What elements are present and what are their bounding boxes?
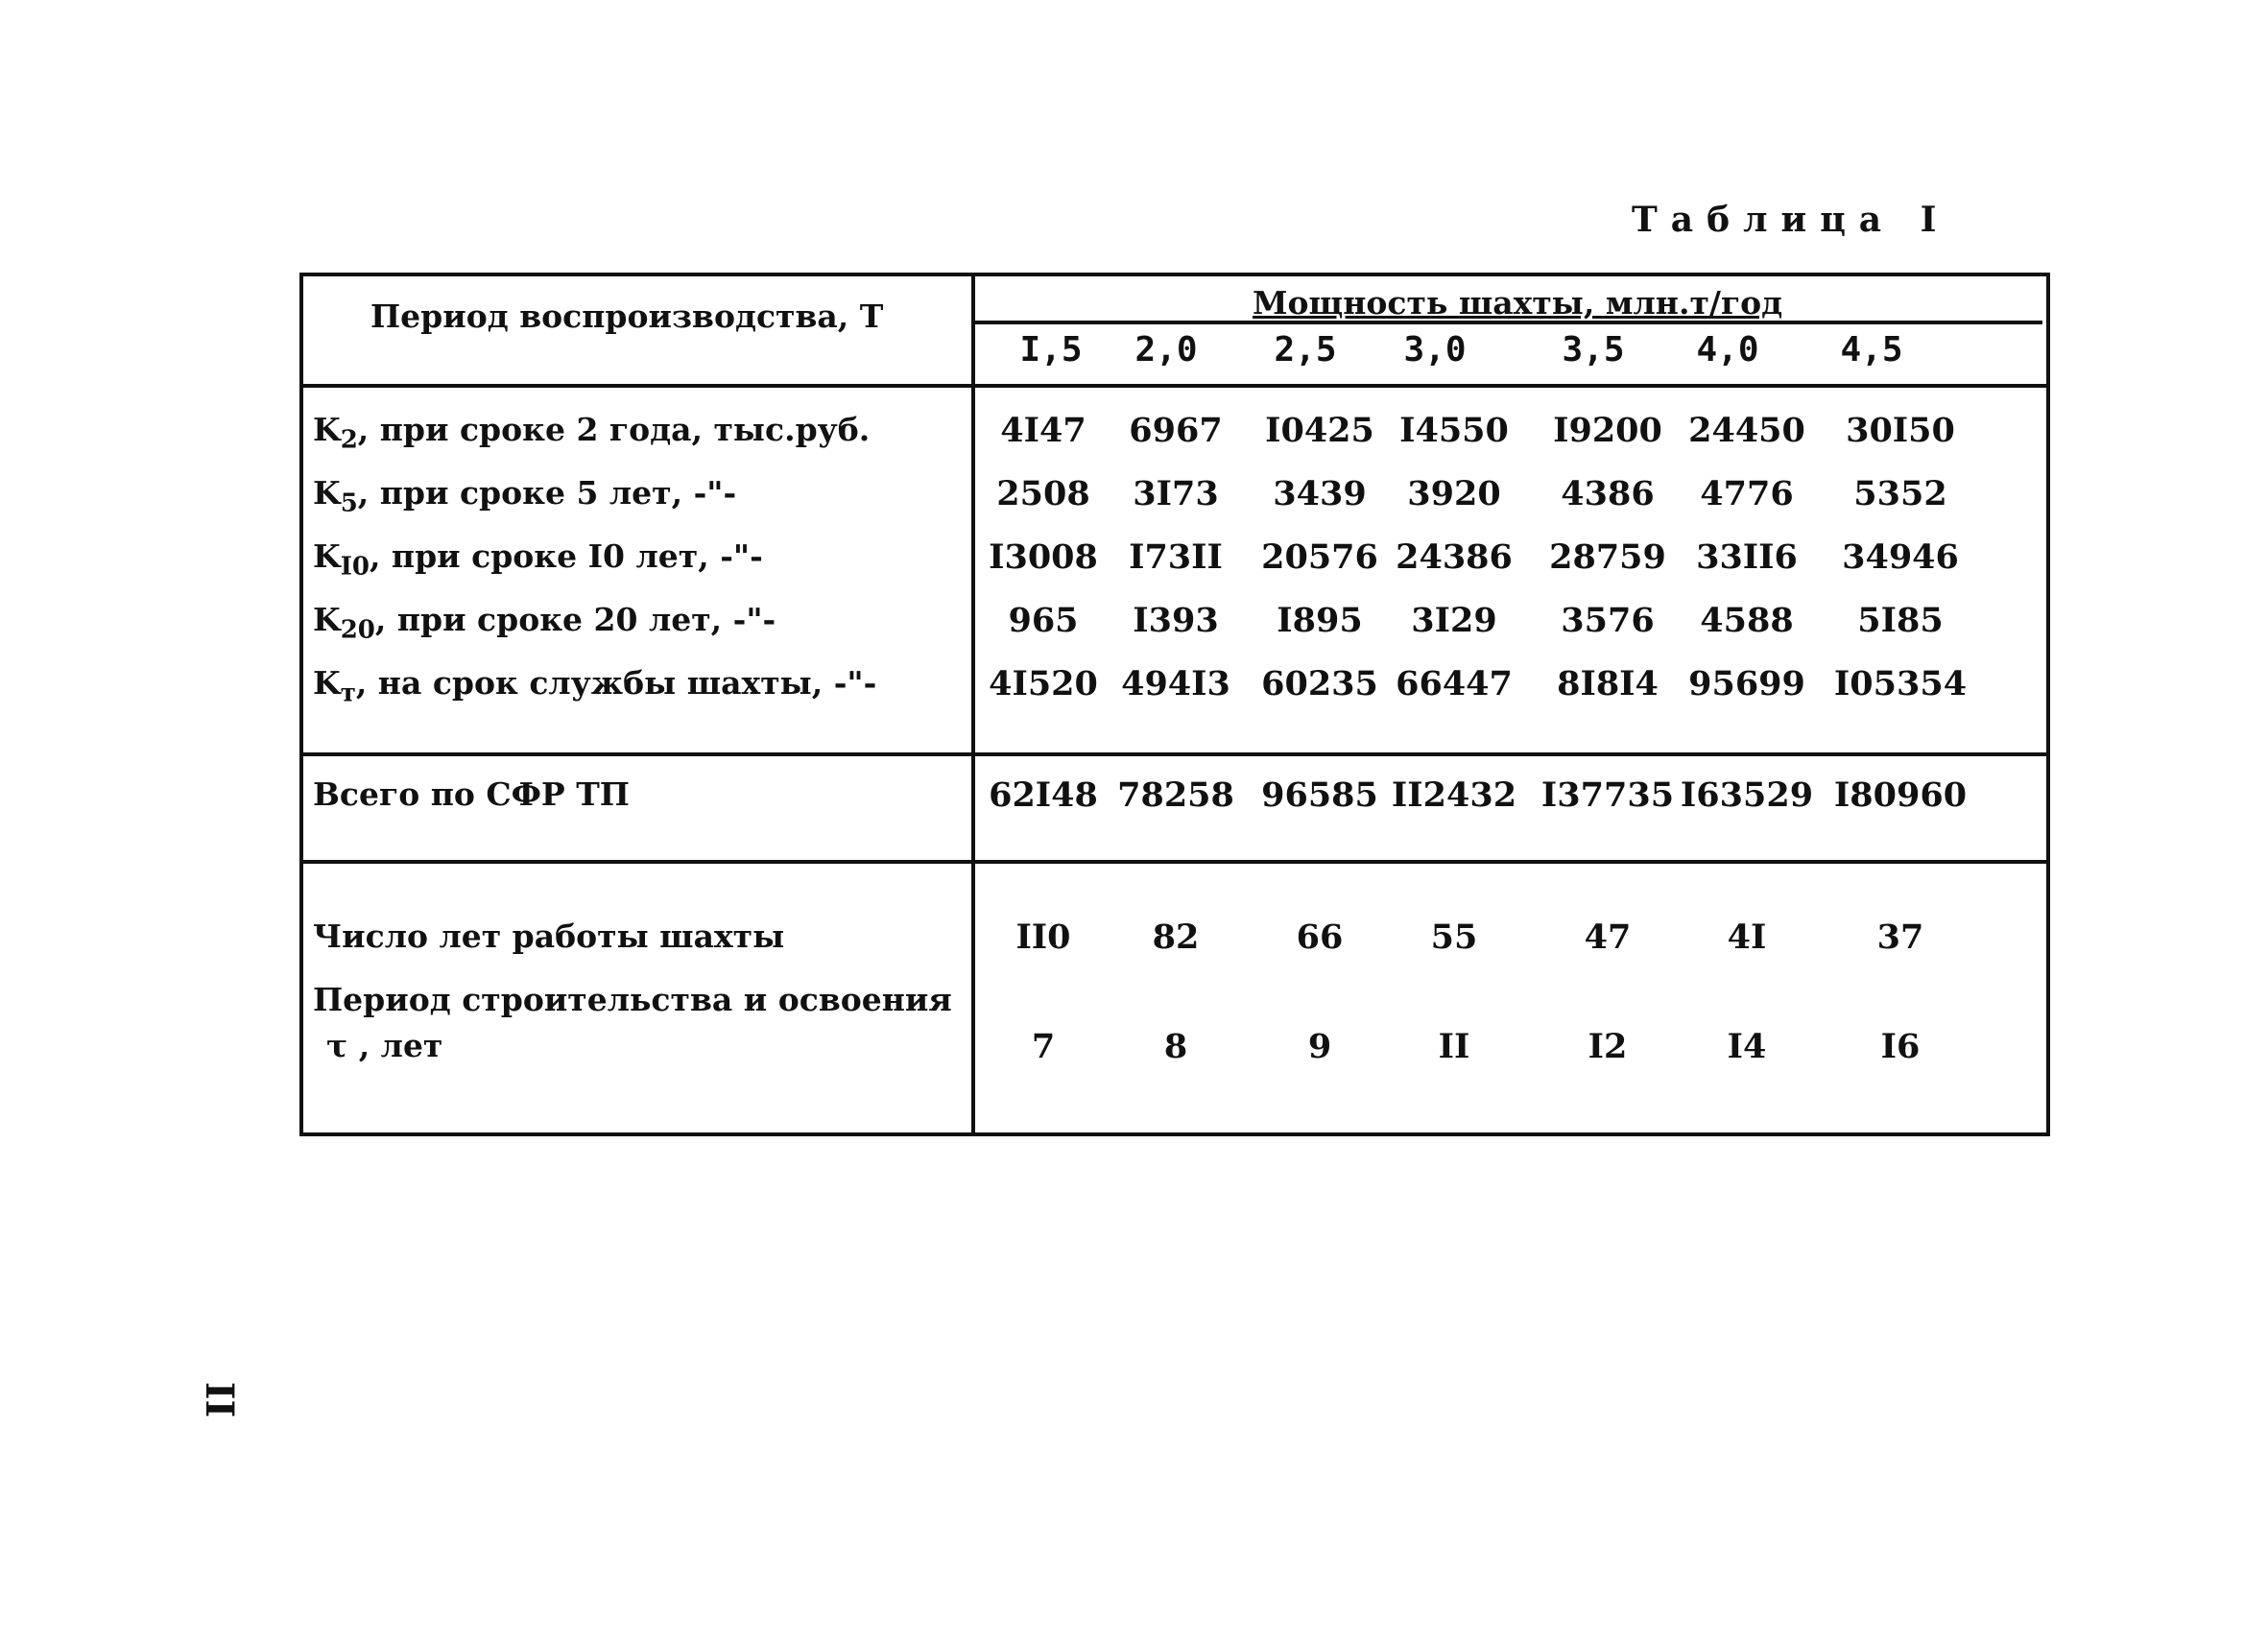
row-label-years: Число лет работы шахты xyxy=(313,917,785,955)
years-cell: II0 xyxy=(1015,917,1071,957)
table-cell: 66447 xyxy=(1396,664,1513,703)
row-label-construction: Период строительства и освоения xyxy=(313,981,952,1018)
table-caption: Таблица I xyxy=(1632,200,1950,240)
table-cell: 3I73 xyxy=(1133,474,1219,513)
construction-cell: 8 xyxy=(1163,1027,1188,1066)
years-cell: 82 xyxy=(1152,917,1200,957)
table-cell: 3920 xyxy=(1407,474,1501,513)
table-cell: 4386 xyxy=(1561,474,1655,513)
table-cell: 3576 xyxy=(1561,601,1655,640)
table-cell: 3I29 xyxy=(1411,601,1497,640)
table-cell: I4550 xyxy=(1399,411,1509,450)
table-cell: 5352 xyxy=(1853,474,1947,513)
total-cell: I37735 xyxy=(1540,775,1675,815)
construction-cell: I2 xyxy=(1588,1027,1628,1066)
table-cell: 8I8I4 xyxy=(1557,664,1659,703)
table-cell: 5I85 xyxy=(1857,601,1944,640)
row-label-construction-unit: τ , лет xyxy=(326,1027,443,1064)
total-cell: 62I48 xyxy=(989,775,1098,815)
table-cell: 60235 xyxy=(1261,664,1378,703)
page-number: II xyxy=(197,1381,243,1418)
table-cell: 24450 xyxy=(1688,411,1805,450)
years-cell: 47 xyxy=(1584,917,1632,957)
years-cell: 66 xyxy=(1296,917,1344,957)
table-cell: 6967 xyxy=(1129,411,1223,450)
table-cell: 20576 xyxy=(1261,537,1378,577)
table-cell: 3439 xyxy=(1273,474,1367,513)
total-cell: I80960 xyxy=(1833,775,1968,815)
construction-cell: II xyxy=(1438,1027,1470,1066)
header-bottom-line xyxy=(299,384,2046,388)
total-cell: II2432 xyxy=(1391,775,1517,815)
row-label-total: Всего по СФР ТП xyxy=(313,775,630,813)
construction-cell: I4 xyxy=(1727,1027,1767,1066)
header-capacity-label: Мощность шахты, млн.т/год xyxy=(1253,284,1783,322)
table-cell: 2508 xyxy=(996,474,1090,513)
row-label-k10: $K_{I0}$, при сроке I0 лет, -"- xyxy=(313,537,763,582)
column-header: I,5 xyxy=(1019,330,1083,369)
row-label-k2: $K_2$, при сроке 2 года, тыс.руб. xyxy=(313,411,871,455)
table-cell: 4I47 xyxy=(1000,411,1086,450)
table-cell: I3008 xyxy=(989,537,1098,577)
table-cell: 28759 xyxy=(1549,537,1666,577)
table-cell: 494I3 xyxy=(1121,664,1230,703)
table-cell: 4588 xyxy=(1700,601,1794,640)
column-header: 3,5 xyxy=(1562,330,1625,369)
construction-cell: I6 xyxy=(1880,1027,1921,1066)
table-cell: I73II xyxy=(1129,537,1223,577)
row-label-kt: $K_т$, на срок службы шахты, -"- xyxy=(313,664,877,708)
table-cell: 4776 xyxy=(1700,474,1794,513)
column-header: 2,5 xyxy=(1274,330,1337,369)
column-header: 4,0 xyxy=(1696,330,1759,369)
row-label-k20: $K_{20}$, при сроке 20 лет, -"- xyxy=(313,601,776,645)
table-cell: I895 xyxy=(1277,601,1363,640)
column-header: 2,0 xyxy=(1134,330,1198,369)
table-cell: I393 xyxy=(1133,601,1219,640)
table-cell: 34946 xyxy=(1842,537,1959,577)
total-cell: 78258 xyxy=(1117,775,1234,815)
total-bottom-line xyxy=(299,860,2046,864)
row-label-k5: $K_5$, при сроке 5 лет, -"- xyxy=(313,474,737,518)
table-cell: I05354 xyxy=(1833,664,1968,703)
column-header: 3,0 xyxy=(1403,330,1467,369)
construction-cell: 7 xyxy=(1031,1027,1056,1066)
header-period-label: Период воспроизводства, Т xyxy=(370,298,884,335)
table-cell: 33II6 xyxy=(1696,537,1798,577)
table-cell: 30I50 xyxy=(1846,411,1955,450)
table-cell: 95699 xyxy=(1688,664,1805,703)
years-cell: 37 xyxy=(1876,917,1924,957)
table-cell: 965 xyxy=(1008,601,1079,640)
table-cell: 24386 xyxy=(1396,537,1513,577)
table-cell: I0425 xyxy=(1265,411,1374,450)
total-cell: 96585 xyxy=(1261,775,1378,815)
years-cell: 4I xyxy=(1727,917,1767,957)
column-header: 4,5 xyxy=(1840,330,1903,369)
construction-cell: 9 xyxy=(1307,1027,1332,1066)
total-cell: I63529 xyxy=(1680,775,1814,815)
years-cell: 55 xyxy=(1430,917,1478,957)
rows-bottom-line xyxy=(299,752,2046,756)
table-cell: 4I520 xyxy=(989,664,1098,703)
table-cell: I9200 xyxy=(1553,411,1662,450)
